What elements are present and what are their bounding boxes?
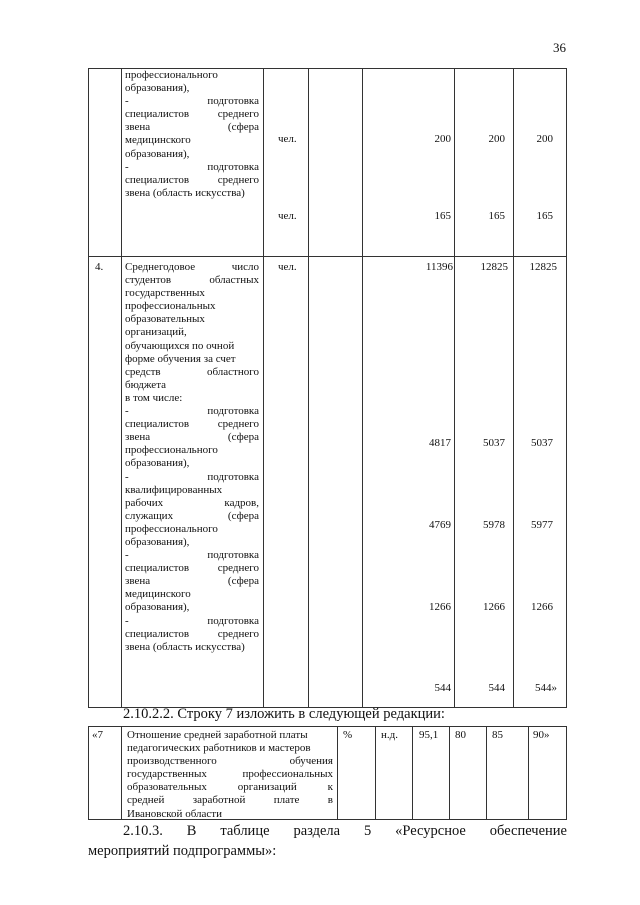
word: 5 (363, 823, 372, 839)
value-cell: 544» (535, 682, 557, 694)
value-cell: 1266 (483, 601, 505, 613)
value-cell: 200 (488, 133, 505, 145)
text-line: звена (сфера (125, 121, 259, 134)
row4-description (125, 261, 259, 654)
text-line: служащих (сфера (125, 509, 259, 522)
value-cell: 90» (533, 729, 550, 741)
text-line: специалистов среднего (125, 418, 259, 431)
row-number: 4. (95, 261, 104, 273)
text-line: бюджета (125, 378, 167, 391)
text-line: - подготовка (125, 160, 259, 173)
paragraph-continuation: мероприятий подпрограммы»: (88, 843, 277, 859)
word: обеспечение (489, 823, 567, 839)
text-line: средней заработной плате в (127, 794, 333, 807)
text-line: студентов областных (125, 274, 259, 287)
text-line: профессионального (125, 69, 218, 81)
text-line: образования), (125, 147, 190, 160)
text-line: профессиональных (125, 300, 216, 313)
text-line: специалистов среднего (125, 562, 259, 575)
text-line: организаций, (125, 326, 187, 339)
value-cell: 165 (488, 210, 505, 222)
text-line: рабочих кадров, (125, 496, 259, 509)
row7-description (127, 729, 333, 821)
col-divider (337, 727, 338, 819)
unit-cell: чел. (278, 210, 297, 222)
text-line: - подготовка (125, 405, 259, 418)
paragraph-2-10-2-2: 2.10.2.2. Строку 7 изложить в следующей редакции: (123, 706, 445, 722)
text-line: образования), (125, 535, 190, 548)
unit-cell: чел. (278, 133, 297, 145)
text-line: - подготовка (125, 95, 259, 108)
text-line: - подготовка (125, 614, 259, 627)
text-line: производственного обучения (127, 755, 333, 768)
text-line: государственных профессиональных (127, 768, 333, 781)
text-line: - подготовка (125, 470, 259, 483)
col-divider (308, 69, 309, 707)
text-line: педагогических работников и мастеров (127, 742, 311, 755)
text-line: в том числе: (125, 391, 183, 404)
word: таблице (220, 823, 270, 839)
unit-cell: чел. (278, 261, 297, 273)
word: «Ресурсное (395, 823, 466, 839)
text-line: специалистов среднего (125, 627, 259, 640)
col-divider (513, 69, 514, 707)
value-cell: 85 (492, 729, 503, 741)
value-cell: 80 (455, 729, 466, 741)
value-cell: 200 (536, 133, 553, 145)
row-number: «7 (92, 729, 103, 741)
col-divider (454, 69, 455, 707)
text-line: Отношение средней заработной платы (127, 729, 308, 741)
paragraph-2-10-3 (123, 823, 567, 840)
text-line: медицинского (125, 588, 191, 601)
value-cell: 544 (488, 682, 505, 694)
row-divider (89, 256, 566, 257)
col-divider (449, 727, 450, 819)
col-divider (528, 727, 529, 819)
text-line: звена (область искусства) (125, 640, 245, 653)
value-cell: 544 (434, 682, 451, 694)
value-cell: 12825 (529, 261, 557, 273)
value-cell: 5977 (531, 519, 553, 531)
col-divider (486, 727, 487, 819)
value-cell: 11396 (425, 261, 453, 273)
text-line: звена (сфера (125, 575, 259, 588)
text-line: образовательных организаций к (127, 781, 333, 794)
text-line: форме обучения за счет (125, 352, 236, 365)
text-line: государственных (125, 287, 205, 300)
text-line: звена (область искусства) (125, 186, 245, 199)
col-divider (362, 69, 363, 707)
col-divider (412, 727, 413, 819)
nd-cell: н.д. (381, 729, 398, 741)
col-divider (375, 727, 376, 819)
text-line: образования), (125, 457, 190, 470)
value-cell: 5037 (483, 437, 505, 449)
page-number: 36 (553, 40, 566, 55)
text-line: профессионального (125, 444, 218, 457)
value-cell: 165 (536, 210, 553, 222)
text-line: квалифицированных (125, 483, 223, 496)
text-line: медицинского (125, 134, 191, 147)
value-cell: 12825 (480, 261, 508, 273)
value-cell: 1266 (531, 601, 553, 613)
value-cell: 200 (434, 133, 451, 145)
word: 2.10.3. (123, 823, 163, 839)
text-line: образования), (125, 601, 190, 614)
value-cell: 5978 (483, 519, 505, 531)
col-divider (121, 727, 122, 819)
text-line: образования), (125, 82, 190, 95)
text-line: обучающихся по очной (125, 339, 235, 352)
text-line: средств областного (125, 365, 259, 378)
text-line: звена (сфера (125, 431, 259, 444)
text-line: - подготовка (125, 549, 259, 562)
text-line: профессионального (125, 522, 218, 535)
word: В (186, 823, 197, 839)
value-cell: 4769 (429, 519, 451, 531)
text-line: специалистов среднего (125, 173, 259, 186)
value-cell: 5037 (531, 437, 553, 449)
text-line: Ивановской области (127, 807, 222, 820)
value-cell: 4817 (429, 437, 451, 449)
row7-table (88, 726, 567, 820)
value-cell: 95,1 (419, 729, 439, 741)
text-line: Среднегодовое число (125, 261, 259, 273)
word: раздела (293, 823, 341, 839)
value-cell: 165 (434, 210, 451, 222)
col-divider (263, 69, 264, 707)
text-line: образовательных (125, 313, 205, 326)
text-line: специалистов среднего (125, 108, 259, 121)
indicators-table (88, 68, 567, 708)
cont-description (125, 69, 259, 200)
col-divider (121, 69, 122, 707)
value-cell: 1266 (429, 601, 451, 613)
unit-cell: % (343, 729, 353, 741)
